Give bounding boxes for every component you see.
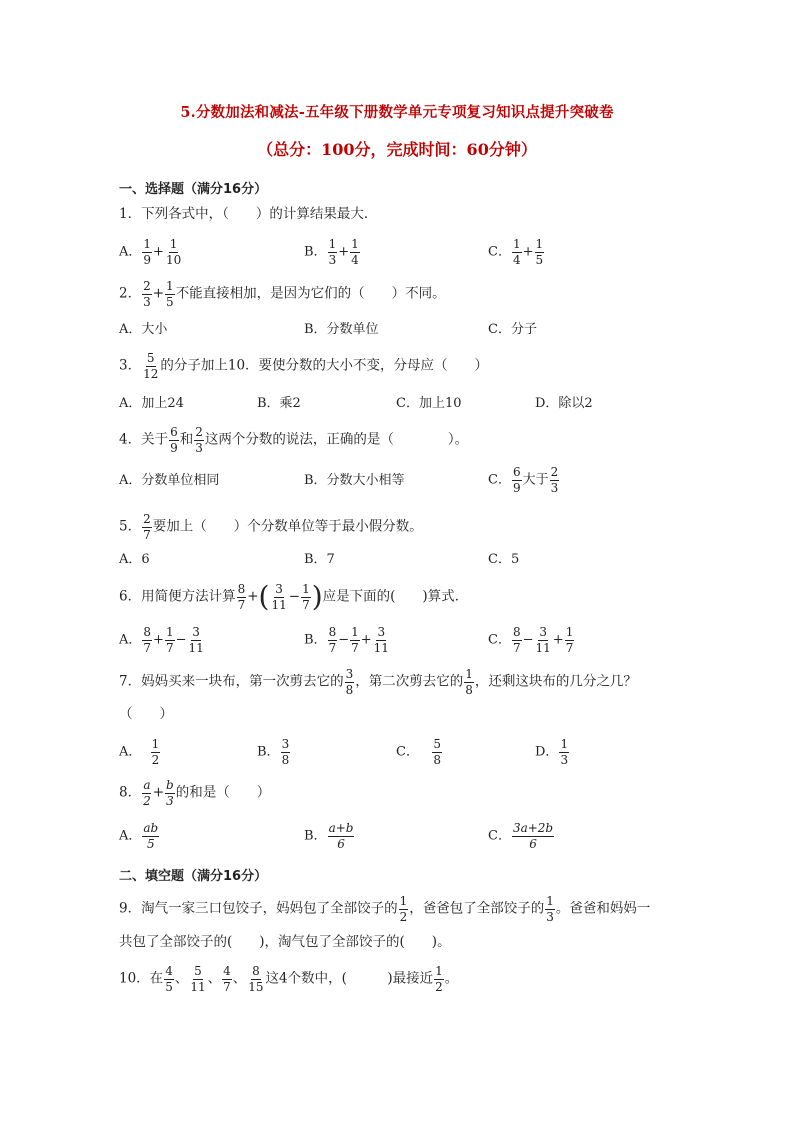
- question-4: [119, 426, 468, 454]
- operator: −: [338, 632, 350, 648]
- fraction: $\frac{1}{2}$: [435, 964, 443, 994]
- operator: +: [522, 244, 534, 260]
- fraction: $\frac{3a+2b}{6}$: [512, 821, 554, 851]
- q5-option-a[interactable]: A．6: [119, 552, 150, 567]
- fraction: $\frac{3}{8}$: [345, 667, 354, 697]
- question-9-line2[interactable]: 共包了全部饺子的( )，淘气包了全部饺子的( )。: [119, 934, 451, 950]
- fraction: $\frac{1}{10}$: [165, 237, 182, 267]
- fraction: $\frac{1}{7}$: [351, 625, 359, 655]
- q2-option-c[interactable]: C．分子: [488, 322, 537, 337]
- question-number: 8．: [119, 784, 142, 801]
- fraction: $\frac{8}{7}$: [328, 625, 337, 655]
- question-text: 不能直接相加，是因为它们的（ ）不同。: [175, 285, 446, 302]
- fraction: $\frac{b}{3}$: [166, 778, 174, 808]
- q7-answer-blank[interactable]: （ ）: [119, 706, 173, 722]
- question-text: ，还剩这块布的几分之几？: [474, 673, 637, 690]
- q8-option-c[interactable]: [488, 822, 555, 850]
- q1-option-b[interactable]: [304, 238, 361, 266]
- right-paren: ): [311, 580, 323, 614]
- question-text: 。爸爸和妈妈一: [555, 900, 651, 917]
- question-text: 和: [179, 431, 194, 448]
- q4-option-c[interactable]: [488, 466, 560, 494]
- option-label: A．: [119, 244, 142, 260]
- fraction: $\frac{4}{7}$: [223, 964, 231, 994]
- question-6: [119, 580, 469, 614]
- q7-option-d[interactable]: [535, 738, 570, 766]
- operator: +: [153, 244, 164, 260]
- operator: −: [175, 632, 187, 648]
- option-label: D．: [535, 744, 559, 760]
- question-text: 的分子加上10．要使分数的大小不变，分母应（ ）: [160, 357, 489, 374]
- operator: +: [338, 244, 350, 260]
- option-label: B．: [304, 632, 327, 648]
- question-5: [119, 513, 423, 541]
- question-2: [119, 280, 446, 308]
- option-text: 大于: [522, 472, 549, 488]
- fraction: $\frac{1}{5}$: [166, 279, 174, 309]
- fraction: $\frac{8}{7}$: [237, 582, 246, 612]
- fraction: $\frac{1}{7}$: [165, 625, 174, 655]
- option-label: B．: [257, 744, 280, 760]
- operator: +: [153, 632, 164, 648]
- fraction: $\frac{2}{3}$: [550, 465, 559, 495]
- fraction: $\frac{1}{2}$: [399, 894, 408, 924]
- fraction: $\frac{1}{7}$: [302, 582, 310, 612]
- fraction: $\frac{1}{3}$: [328, 237, 337, 267]
- q3-option-d[interactable]: D．除以2: [535, 396, 593, 411]
- fraction: $\frac{8}{7}$: [512, 625, 521, 655]
- option-label: C．: [488, 632, 511, 648]
- question-3: [119, 352, 488, 380]
- q6-option-a[interactable]: [119, 626, 206, 654]
- fraction: $\frac{1}{3}$: [560, 737, 569, 767]
- question-text: ，第二次剪去它的: [355, 673, 464, 690]
- fraction: $\frac{5}{12}$: [143, 351, 159, 381]
- operator: +: [552, 632, 564, 648]
- q5-option-c[interactable]: C．5: [488, 552, 520, 567]
- fraction: $\frac{6}{9}$: [512, 465, 521, 495]
- fraction: $\frac{1}{3}$: [546, 894, 554, 924]
- option-label: A．: [119, 632, 142, 648]
- option-label: A．: [119, 828, 142, 844]
- separator: 、: [232, 970, 247, 987]
- q6-option-c[interactable]: [488, 626, 575, 654]
- fraction: $\frac{3}{11}$: [188, 625, 204, 655]
- option-label: A．: [119, 744, 142, 760]
- q5-option-b[interactable]: B．7: [304, 552, 335, 567]
- option-label: C．: [396, 744, 419, 760]
- question-8: [119, 779, 270, 807]
- fraction: $\frac{1}{4}$: [512, 237, 521, 267]
- left-paren: (: [258, 580, 270, 614]
- q4-option-b[interactable]: B．分数大小相等: [304, 473, 405, 488]
- fraction: $\frac{1}{7}$: [565, 625, 574, 655]
- operator: +: [152, 285, 165, 302]
- q2-option-a[interactable]: A．大小: [119, 322, 168, 337]
- question-text: ，爸爸包了全部饺子的: [409, 900, 545, 917]
- option-label: C．: [488, 828, 511, 844]
- exam-title: 5.分数加法和减法-五年级下册数学单元专项复习知识点提升突破卷: [180, 104, 614, 121]
- q2-option-b[interactable]: B．分数单位: [304, 322, 379, 337]
- question-1: 1．下列各式中，（ ）的计算结果最大．: [119, 206, 378, 222]
- option-label: B．: [304, 244, 327, 260]
- q3-option-b[interactable]: B．乘2: [257, 396, 301, 411]
- q3-option-a[interactable]: A．加上24: [119, 396, 184, 411]
- question-text: 的和是（ ）: [175, 784, 271, 801]
- fraction: $\frac{4}{5}$: [165, 964, 173, 994]
- q8-option-b[interactable]: [304, 822, 355, 850]
- q4-option-a[interactable]: A．分数单位相同: [119, 473, 220, 488]
- question-text: 这4个数中，( )最接近: [265, 970, 434, 987]
- question-number: 5．: [119, 518, 142, 535]
- fraction: $\frac{6}{9}$: [170, 425, 178, 455]
- fraction: $\frac{3}{11}$: [535, 625, 551, 655]
- question-10: [119, 965, 458, 993]
- q1-option-c[interactable]: [488, 238, 545, 266]
- question-text: 9．淘气一家三口包饺子，妈妈包了全部饺子的: [119, 900, 398, 917]
- operator: −: [522, 632, 534, 648]
- fraction: $\frac{1}{8}$: [465, 667, 473, 697]
- q6-option-b[interactable]: [304, 626, 391, 654]
- operator: −: [288, 588, 301, 605]
- fraction: $\frac{3}{8}$: [281, 737, 290, 767]
- fraction: $\frac{a+b}{6}$: [328, 821, 354, 851]
- operator: +: [360, 632, 372, 648]
- operator: +: [247, 588, 259, 605]
- q8-option-a[interactable]: [119, 822, 160, 850]
- fraction: $\frac{3}{11}$: [271, 582, 287, 612]
- question-text: 这两个分数的说法，正确的是（ ）。: [204, 431, 469, 448]
- section-choice-heading: 一、选择题（满分16分）: [119, 182, 268, 197]
- option-label: C．: [488, 472, 511, 488]
- question-text: 。: [444, 970, 459, 987]
- separator: 、: [207, 970, 222, 987]
- question-text: 要加上（ ）个分数单位等于最小假分数。: [152, 518, 423, 535]
- option-label: C．: [488, 244, 511, 260]
- q1-option-a[interactable]: [119, 238, 183, 266]
- fraction: $\frac{5}{8}$: [433, 737, 441, 767]
- q7-option-c[interactable]: [396, 738, 443, 766]
- fraction: $\frac{ab}{5}$: [143, 821, 159, 851]
- exam-subtitle: （总分：100分，完成时间：60分钟）: [257, 140, 537, 159]
- question-text: 4．关于: [119, 431, 169, 448]
- question-number: 3．: [119, 357, 142, 374]
- fraction: $\frac{2}{3}$: [143, 279, 151, 309]
- fraction: $\frac{8}{15}$: [248, 964, 264, 994]
- question-text: 6．用简便方法计算: [119, 588, 236, 605]
- fraction: $\frac{1}{5}$: [535, 237, 544, 267]
- question-text: 10．在: [119, 970, 164, 987]
- question-7: [119, 668, 637, 696]
- operator: +: [152, 784, 165, 801]
- fraction: $\frac{1}{2}$: [151, 737, 160, 767]
- fraction: $\frac{a}{2}$: [143, 778, 151, 808]
- q7-option-a[interactable]: [119, 738, 161, 766]
- fraction: $\frac{2}{7}$: [143, 512, 151, 542]
- question-9: [119, 895, 650, 923]
- fraction: $\frac{2}{3}$: [195, 425, 203, 455]
- fraction: $\frac{1}{4}$: [351, 237, 359, 267]
- fraction: $\frac{5}{11}$: [190, 964, 206, 994]
- option-label: B．: [304, 828, 327, 844]
- question-text: 7．妈妈买来一块布，第一次剪去它的: [119, 673, 344, 690]
- q3-option-c[interactable]: C．加上10: [396, 396, 462, 411]
- question-text: 应是下面的( )算式．: [322, 588, 469, 605]
- section-fill-heading: 二、填空题（满分16分）: [119, 869, 268, 884]
- fraction: $\frac{3}{11}$: [373, 625, 389, 655]
- fraction: $\frac{1}{9}$: [143, 237, 152, 267]
- question-number: 2．: [119, 285, 142, 302]
- separator: 、: [174, 970, 189, 987]
- fraction: $\frac{8}{7}$: [143, 625, 152, 655]
- q7-option-b[interactable]: [257, 738, 291, 766]
